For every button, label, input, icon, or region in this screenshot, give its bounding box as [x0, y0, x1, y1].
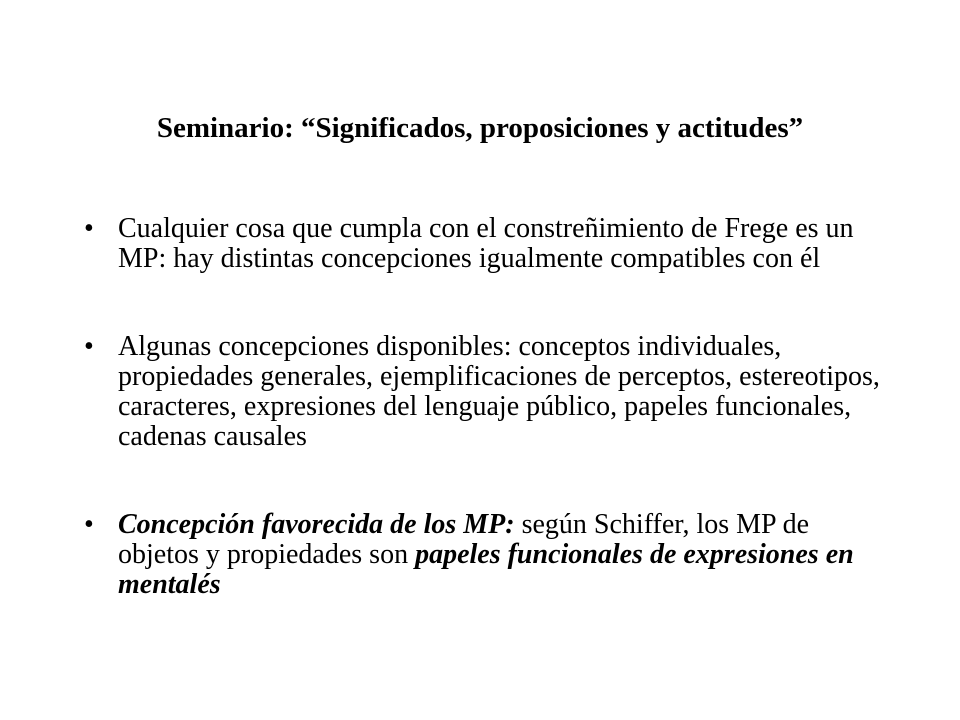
bullet-text: según Schiffer, los MP de objetos y propiedades son [118, 509, 810, 570]
bullet-tail-emphasis: papeles funcionales de expresiones en mentalés [118, 539, 854, 600]
bullet-text: Cualquier cosa que cumpla con el constreñimiento de Frege es un MP: hay distintas concepciones igualmente compatibles con él [118, 213, 854, 274]
bullet-lead-emphasis: Concepción favorecida de los MP: [118, 509, 515, 540]
bullet-item [84, 332, 884, 452]
bullet-icon: • [84, 213, 94, 244]
bullet-text: Algunas concepciones disponibles: conceptos individuales, propiedades generales, ejemplificaciones de perceptos, estereotipos, caracteres, expresiones del lenguaje público, papeles funcionales, cadenas causales [118, 331, 880, 452]
slide-title: Seminario: “Significados, proposiciones y actitudes” [156, 112, 804, 144]
bullet-icon: • [84, 331, 94, 362]
bullet-icon: • [84, 509, 94, 540]
bullet-list [84, 214, 884, 658]
bullet-item [84, 510, 884, 600]
bullet-item [84, 214, 884, 274]
